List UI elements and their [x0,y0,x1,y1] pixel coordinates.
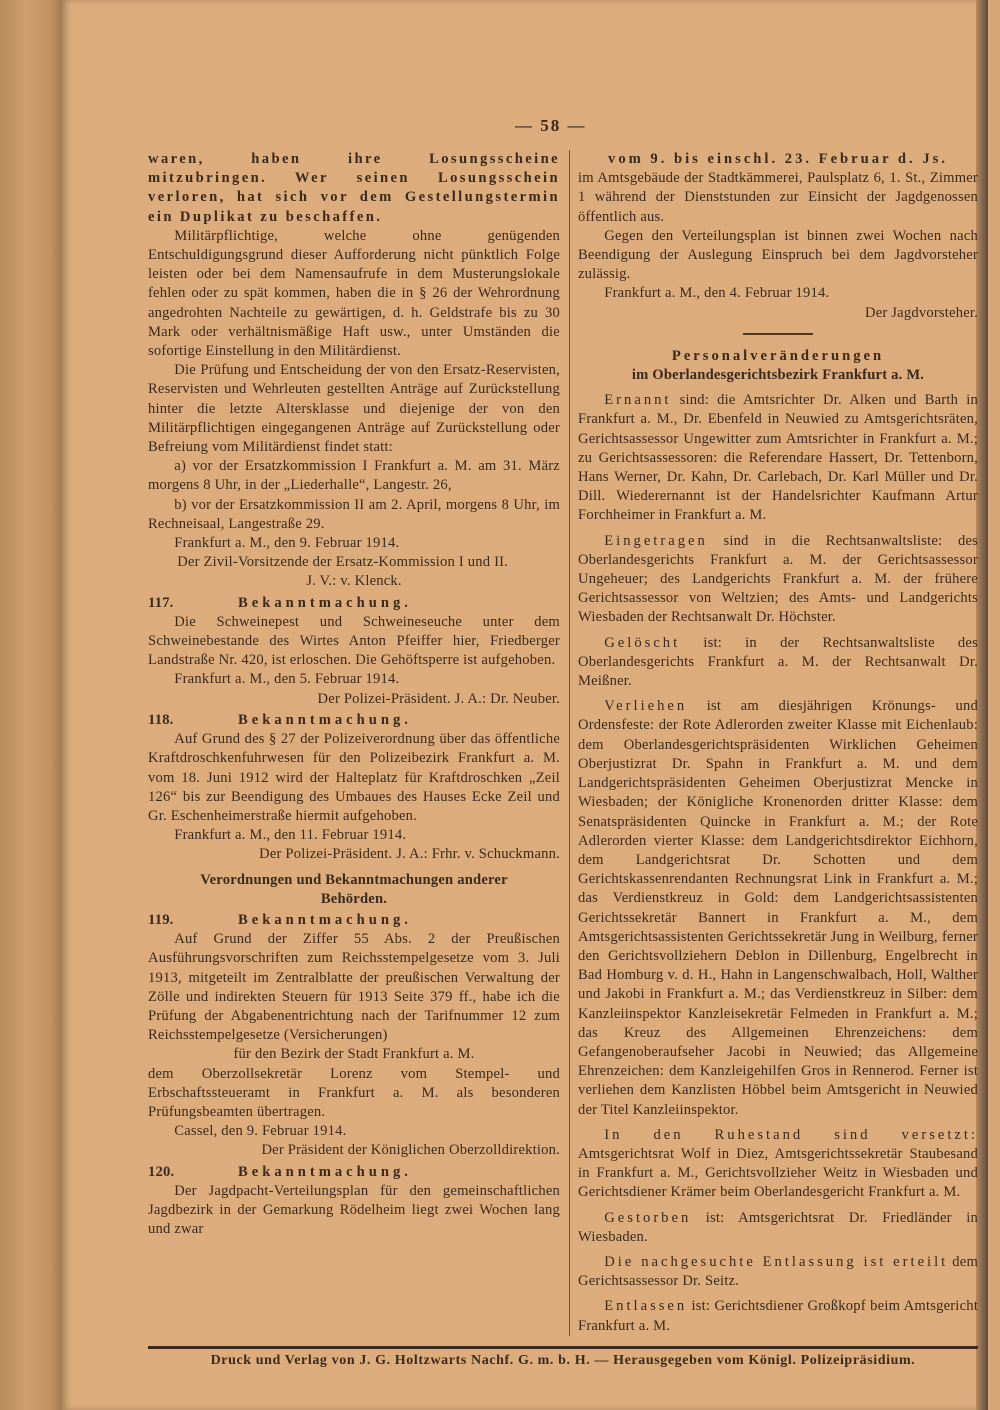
paragraph: a) vor der Ersatzkommission I Frankfurt a. M. am 31. März morgens 8 Uhr, in der „Liederhalle“, Langestr. 26, [148,458,560,494]
imprint-footer: Druck und Verlag von J. G. Holtzwarts Nachf. G. m. b. H. — Herausgegeben vom Königl. Polizeipräsidium. [210,1352,916,1368]
notice-number: 117. [148,594,174,611]
signature: Der Polizei-Präsident. J. A.: Frhr. v. Schuckmann. [259,846,560,863]
paragraph: b) vor der Ersatzkommission II am 2. April, morgens 8 Uhr, im Rechneisaal, Langestraße 29. [148,496,560,532]
notice-title: Bekanntmachung. [238,594,412,611]
notice-heading [148,911,560,930]
notice-number: 120. [148,1163,175,1180]
notice-heading [148,1163,560,1182]
personnel-paragraph [578,1126,978,1203]
footer-rule [148,1346,978,1349]
separator-rule [743,333,813,335]
personnel-paragraph [578,1209,978,1247]
signature: Der Präsident der Königlichen Oberzolldirektion. [261,1142,560,1159]
notice-number: 118. [148,711,174,728]
paragraph: im Amtsgebäude der Stadtkämmerei, Paulsplatz 6, 1. St., Zimmer 1 während der Dienststunden zur Einsicht der Jagdgenossen öffentlich aus. [578,170,978,225]
paragraph: Frankfurt a. M., den 5. Februar 1914. [174,671,400,688]
centered-line: für den Bezirk der Stadt Frankfurt a. M. [233,1046,475,1063]
notice-title: Bekanntmachung. [238,911,412,928]
lead-term: Gestorben [604,1209,692,1226]
centered-line: Personalveränderungen [671,347,885,364]
section-heading: Verordnungen und Bekanntmachungen anderer Behörden. [200,871,508,907]
right-column [569,150,978,1336]
notice-title: Bekanntmachung. [238,1163,412,1180]
paragraph: Auf Grund des § 27 der Polizeiverordnung über das öffentliche Kraftdroschkenfuhrwesen für den Polizeibezirk Frankfurt a. M. vom 18. Juni 1912 wird der Halteplatz für Kraftdroschken „Zeil 126“ bis zur Beendigung des Umbaues des Hauses Ecke Zeil und Gr. Eschenheimerstraße hiermit aufgehoben. [148,731,560,824]
signature-line: Der Zivil-Vorsitzende der Ersatz-Kommission I und II. [177,554,509,571]
book-binding [0,0,62,1410]
lead-term: In den Ruhestand sind versetzt: [604,1126,978,1143]
lead-term: Entlassen [604,1298,688,1315]
paragraph: Militärpflichtige, welche ohne genügenden Entschuldigungsgrund dieser Aufforderung nicht pünktlich Folge leisten oder bei dem Namensaufrufe in dem Musterungslokale fehlen oder zu spät kommen, haben die in § 26 der Wehrordnung angedrohten Nachteile zu gewärtigen, d. h. Geldstrafe bis zu 30 Mark oder verhältnismäßige Haft usw., unter Umständen die sofortige Einstellung in den Militärdienst. [148,227,560,360]
paragraph-text: sind: die Amtsrichter Dr. Alken und Barth in Frankfurt a. M., Dr. Ebenfeld in Neuwied zu Amtsgerichtsräten, Gerichtsassessor Ungewitter zum Amtsrichter in Frankfurt a. M.; zu Gerichtsassessoren: die Referendare Hassert, Dr. Tettenborn, Hans Werner, Dr. Kahn, Dr. Carlebach, Dr. Karl Müller und Dr. Dill. Wiederernannt ist der Handelsrichter Kaufmann Artur Forchheimer in Frankfurt a. M. [578,392,978,524]
lead-term: Gelöscht [604,634,681,651]
notice-heading [148,594,560,613]
personnel-paragraph [578,391,978,525]
personnel-paragraph [578,697,978,1119]
paragraph-text: ist am diesjährigen Krönungs- und Ordensfeste: der Rote Adlerorden zweiter Klasse mit Eichenlaub: dem Oberlandesgerichtspräsidenten Wirklichen Geheimen Oberjustizrat Dr. Spahn in Frankfurt a. M. und dem Landgerichtspräsidenten Geheimen Oberjustizrat Mencke in Wiesbaden; der Königliche Kronenorden dritter Klasse: dem Senatspräsidenten Quincke in Frankfurt a. M.; der Rote Adlerorden vierter Klasse: dem Landgerichtsdirektor Eichhorn, dem Landgerichtsrat Dr. Schotten und dem Gerichtskassenrendanten Rechnungsrat Link in Frankfurt a. M.; das Verdienstkreuz in Gold: dem Landgerichtsassistenten Gerichtssekretär Bannert in Frankfurt a. M., dem Amtsgerichtsassistenten Gerichtssekretär Jung in Weilburg, ferner den Gerichtsvollziehern Deblon in Dillenburg, Engelbrecht in Bad Homburg v. d. H., Hahn in Langenschwalbach, Holl, Walther und Jakobi in Frankfurt a. M.; das Verdienstkreuz in Silber: dem Kanzleiinspektor Kanzleisekretär Felmeden in Frankfurt a. M.; das Kreuz des Allgemeinen Ehrenzeichens: dem Gefangenoberaufseher Jacobi in Neuwied; das Allgemeine Ehrenzeichen: dem Kanzleigehilfen Gros in Rennerod. Ferner ist verliehen dem Kanzlisten Höbbel beim Amtsgericht in Neuwied der Titel Kanzleiinspektor. [578,698,978,1118]
personnel-paragraph [578,532,978,628]
paragraph-text: Amtsgerichtsrat Wolf in Diez, Amtsgerichtssekretär Staubesand in Frankfurt a. M., Gerichtsvollzieher Weitz in Wiesbaden und Gerichtsdiener Krämer beim Oberlandesgericht Frankfurt a. M. [578,1145,978,1201]
notice-heading [148,711,560,730]
personnel-paragraph [578,1297,978,1335]
paragraph: Frankfurt a. M., den 11. Februar 1914. [174,827,407,844]
lead-term: Ernannt [604,392,672,409]
centered-line: vom 9. bis einschl. 23. Februar d. Js. [608,151,948,167]
centered-line: im Oberlandesgerichtsbezirk Frankfurt a. M. [631,367,925,384]
page-content [148,0,978,1410]
paragraph: Cassel, den 9. Februar 1914. [174,1123,347,1140]
centered-line: J. V.: v. Klenck. [306,573,402,590]
paragraph: Die Prüfung und Entscheidung der von den Ersatz-Reservisten, Reservisten und Wehrleuten gestellten Anträge auf Zurückstellung hinter die letzte Altersklasse und diejenige der von den Militärpflichtigen eingegangenen Anträge auf Zurückstellung oder Befreiung vom Militärdienst findet statt: [148,362,560,456]
paragraph-text: ist: in der Rechtsanwaltsliste des Oberlandesgerichts Frankfurt a. M. der Rechtsanwalt Dr. Meißner. [578,634,978,690]
paragraph: waren, haben ihre Losungsscheine mitzubringen. Wer seinen Losungsschein verloren, hat sich vor dem Gestellungstermin ein Duplikat zu beschaffen. [148,151,560,225]
paragraph: Frankfurt a. M., den 9. Februar 1914. [174,535,400,552]
paragraph: Die Schweinepest und Schweineseuche unter dem Schweinebestande des Wirtes Anton Pfeiffer hier, Friedberger Landstraße Nr. 420, ist erloschen. Die Gehöftsperre ist aufgehoben. [148,613,560,669]
left-column [148,150,560,1239]
personnel-paragraph [578,1253,978,1291]
notice-number: 119. [148,911,174,928]
lead-term: Eingetragen [604,532,708,549]
lead-term: Verliehen [604,698,688,715]
notice-title: Bekanntmachung. [238,711,412,728]
paragraph-text: ist: Gerichtsdiener Großkopf beim Amtsgericht Frankfurt a. M. [578,1298,978,1334]
paragraph-text: ist: Amtsgerichtsrat Dr. Friedländer in Wiesbaden. [578,1209,978,1245]
paragraph: Gegen den Verteilungsplan ist binnen zwei Wochen nach Beendigung der Auslegung Einspruch bei dem Jagdvorsteher zulässig. [578,227,978,283]
paragraph: Auf Grund der Ziffer 55 Abs. 2 der Preußischen Ausführungsvorschriften zum Reichsstempelgesetze vom 3. Juli 1913, mitgeteilt im Zentralblatte der preußischen Verwaltung der Zölle und indirekten Steuern für 1913 Seite 379 ff., habe ich die Prüfung der Abgabenentrichtung nach der Tarifnummer 12 zum Reichsstempelgesetze (Versicherungen) [148,931,560,1044]
paragraph: Frankfurt a. M., den 4. Februar 1914. [604,285,830,302]
two-column-body [148,150,978,1336]
signature: Der Jagdvorsteher. [864,304,978,321]
signature: Der Polizei-Präsident. J. A.: Dr. Neuber. [317,690,560,707]
lead-term: Die nachgesuchte Entlassung ist erteilt [604,1253,949,1270]
paragraph: Der Jagdpacht-Verteilungsplan für den gemeinschaftlichen Jagdbezirk in der Gemarkung Rödelheim liegt zwei Wochen lang und zwar [148,1182,560,1238]
personnel-paragraph [578,634,978,692]
paragraph: dem Oberzollsekretär Lorenz vom Stempel- und Erbschaftssteueramt in Frankfurt a. M. als besonderen Prüfungsbeamten übertragen. [148,1065,560,1120]
paragraph-text: sind in die Rechtsanwaltsliste: des Oberlandesgerichts Frankfurt a. M. der Gerichtsassessor Ungeheuer; des Landgerichts Frankfurt a. M. der frühere Gerichtsassessor von Weltzien; des Amts- und Landgerichts Wiesbaden der Rechtsanwalt Dr. Höchster. [578,532,978,626]
page-number: — 58 — [515,116,587,135]
paragraph-text: dem Gerichtsassessor Dr. Seitz. [578,1253,978,1290]
